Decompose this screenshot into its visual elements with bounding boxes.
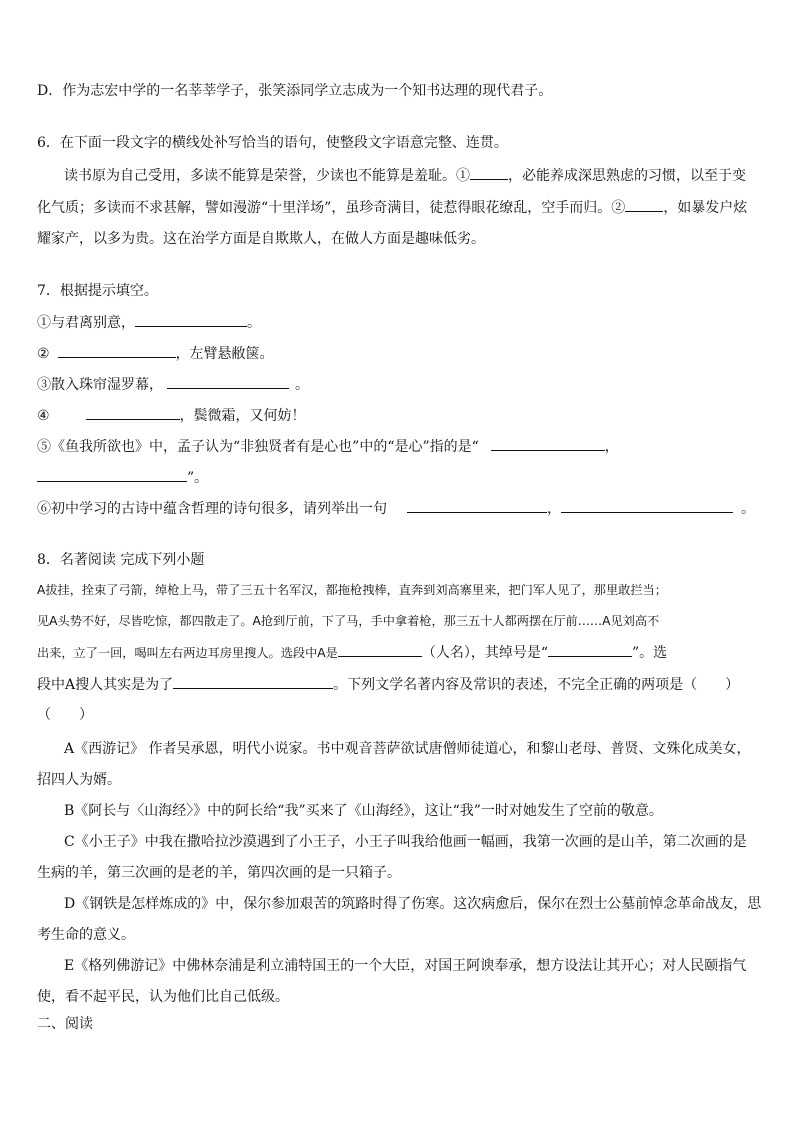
q7-blank[interactable]: [135, 312, 247, 327]
q8-option-e: E《格列佛游记》中佛林奈浦是利立浦特国王的一个大臣，对国王阿谀奉承，想方设法让其开心；对人民颐指气: [64, 958, 747, 974]
q8-option-c: C《小王子》中我在撒哈拉沙漠遇到了小王子，小王子叫我给他画一幅画，我第一次画的是山羊，第二次画的是: [64, 834, 747, 850]
q7-blank[interactable]: [167, 374, 289, 389]
q8-option-b: B《阿长与〈山海经〉》中的阿长给“我”买来了《山海经》，这让“我”一时对她发生了空前的敬意。: [64, 803, 663, 819]
q7-blank[interactable]: [86, 405, 180, 420]
q8-excerpt-line2: 见A头势不好，尽皆吃惊，都四散走了。A抢到厅前，下了马，手中拿着枪，那三五十人都两摆在厅前……A见刘高不: [37, 614, 660, 628]
q8-option-d-cont: 考生命的意义。: [37, 927, 135, 943]
q7-item-6: [37, 498, 755, 519]
q7-item-4: [37, 405, 306, 426]
q8-option-e-cont: 使，看不起平民，认为他们比自己低级。: [37, 989, 289, 1005]
q7-text: ⑥初中学习的古诗中蕴含哲理的诗句很多，请列举出一句: [37, 501, 387, 517]
q6-text: 化气质；多读而不求甚解，譬如漫游“十里洋场”，虽珍奇满目，徒惹得眼花缭乱，空手而归。②: [37, 200, 626, 216]
q7-text: ，: [604, 439, 619, 455]
q7-item-1: [37, 312, 261, 333]
q8-title: 8．名著阅读 完成下列小题: [37, 552, 205, 568]
q6-para-line2: [37, 197, 747, 218]
q8-answer-paren: （ ）: [37, 707, 93, 723]
q6-para-line3: 耀家产，以多为贵。这在治学方面是自欺欺人，在做人方面是趣味低劣。: [37, 231, 485, 247]
q6-blank-2[interactable]: [625, 197, 663, 212]
q8-blank-purpose[interactable]: [173, 674, 333, 689]
q6-blank-1[interactable]: [470, 165, 508, 180]
q7-text: 。: [295, 377, 309, 393]
q6-text: ，必能养成深思熟虑的习惯，以至于变: [508, 168, 746, 184]
q7-text: ”。: [187, 470, 209, 486]
q8-option-a-cont: 招四人为婿。: [37, 772, 121, 788]
q8-blank-name[interactable]: [338, 642, 422, 657]
q8-option-d: D《钢铁是怎样炼成的》中，保尔参加艰苦的筑路时得了伤寒。这次病愈后，保尔在烈士公墓前悼念革命战友，思: [64, 896, 762, 912]
q7-item-2: [37, 343, 274, 364]
q7-item-3: [37, 374, 309, 395]
q6-text: 读书原为自己受用，多读不能算是荣誉，少读也不能算是羞耻。①: [64, 168, 470, 184]
q7-text: ，左臂悬敝箧。: [175, 346, 274, 362]
q7-text: 。: [741, 501, 755, 517]
q7-item-5: [37, 436, 619, 457]
q8-text: 。下列文学名著内容及常识的表述，不完全正确的两项是（ ）: [333, 677, 740, 693]
q7-text: 。: [247, 315, 261, 331]
q7-text: ①与君离别意，: [37, 315, 135, 331]
q7-blank[interactable]: [58, 343, 176, 358]
q7-blank[interactable]: [491, 436, 605, 451]
q8-text: ”。选: [632, 645, 668, 661]
q8-text: 段中A搜人其实是为了: [37, 677, 174, 693]
q5-option-d: D．作为志宏中学的一名莘莘学子，张笑添同学立志成为一个知书达理的现代君子。: [37, 83, 553, 99]
q7-text: ④: [37, 408, 50, 424]
q7-blank[interactable]: [407, 498, 547, 513]
q7-item-5-cont: [37, 467, 208, 488]
q6-title: 6．在下面一段文字的横线处补写恰当的语句，使整段文字语意完整、连贯。: [37, 135, 508, 151]
q7-text: ⑤《鱼我所欲也》中，孟子认为“非独贤者有是心也”中的“是心”指的是“: [37, 439, 479, 455]
q7-text: ，鬓微霜，又何妨！: [179, 408, 306, 424]
q8-excerpt-line3: [37, 642, 667, 663]
q7-text: ③散入珠帘湿罗幕，: [37, 377, 163, 393]
section-heading-reading: 二、阅读: [37, 1016, 93, 1032]
q7-title: 7．根据提示填空。: [37, 283, 158, 299]
q8-excerpt-line4: [37, 674, 739, 695]
q7-blank[interactable]: [37, 467, 187, 482]
q6-text: ，如暴发户炫: [663, 200, 748, 216]
q8-option-c-cont: 生病的羊，第三次画的是老的羊，第四次画的是一只箱子。: [37, 865, 401, 881]
q8-option-a: A《西游记》 作者吴承恩，明代小说家。书中观音菩萨欲试唐僧师徒道心，和黎山老母、普贤、文殊化成美女，: [64, 741, 751, 757]
q7-text: ②: [37, 346, 50, 362]
q8-excerpt-line1: A拔挂，拴束了弓箭，绰枪上马，带了三五十名军汉，都拖枪拽棒，直奔到刘高寨里来，把门军人见了，那里敢拦当；: [37, 583, 667, 597]
q8-text: 出来，立了一回，喝叫左右两边耳房里搜人。选段中A是: [37, 646, 338, 660]
q8-blank-nickname[interactable]: [548, 642, 632, 657]
q7-blank[interactable]: [561, 498, 733, 513]
q7-text: ，: [547, 501, 561, 517]
q6-para-line1: [64, 165, 746, 186]
q8-text: （人名），其绰号是“: [421, 645, 549, 661]
